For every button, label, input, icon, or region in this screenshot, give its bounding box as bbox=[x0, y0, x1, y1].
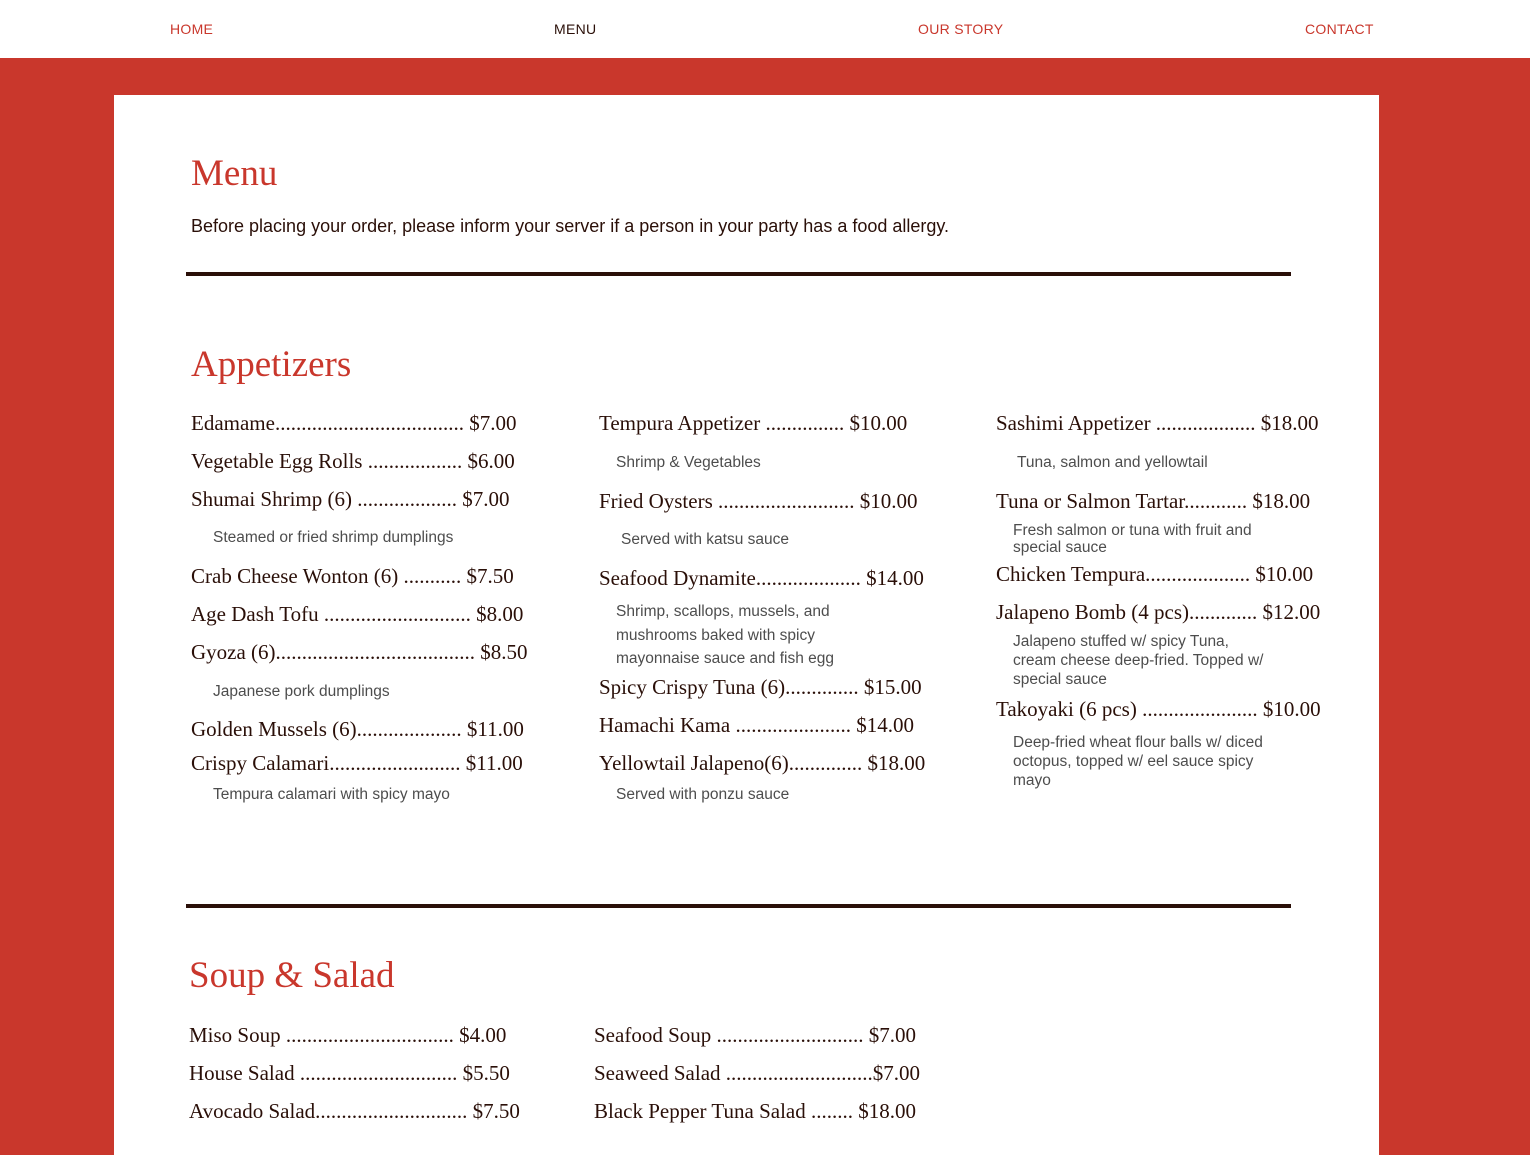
menu-item-tempura-appetizer-desc: Shrimp & Vegetables bbox=[616, 454, 761, 471]
menu-item-tuna-salmon-tartar-desc: Fresh salmon or tuna with fruit and special sauce bbox=[1013, 522, 1252, 556]
menu-item-jalapeno-bomb-desc: Jalapeno stuffed w/ spicy Tuna, cream cheese deep-fried. Topped w/ special sauce bbox=[1013, 633, 1264, 688]
menu-item-golden-mussels: Golden Mussels (6).................... $11.00 bbox=[191, 717, 524, 741]
menu-item-gyoza-desc: Japanese pork dumplings bbox=[213, 683, 390, 700]
menu-item-edamame: Edamame.................................... $7.00 bbox=[191, 411, 517, 435]
menu-item-black-pepper-tuna-salad: Black Pepper Tuna Salad ........ $18.00 bbox=[594, 1099, 916, 1123]
allergy-note: Before placing your order, please inform your server if a person in your party has a food allergy. bbox=[191, 216, 950, 236]
menu-item-seafood-dynamite: Seafood Dynamite.................... $14.00 bbox=[599, 566, 924, 590]
menu-item-takoyaki-desc: Deep-fried wheat flour balls w/ diced octopus, topped w/ eel sauce spicy mayo bbox=[1013, 734, 1263, 789]
top-navigation bbox=[0, 0, 1530, 58]
menu-item-seaweed-salad: Seaweed Salad ............................$7.00 bbox=[594, 1061, 921, 1085]
menu-item-house-salad: House Salad .............................. $5.50 bbox=[189, 1061, 510, 1085]
menu-item-spicy-crispy-tuna: Spicy Crispy Tuna (6).............. $15.00 bbox=[599, 675, 922, 699]
menu-item-tuna-salmon-tartar: Tuna or Salmon Tartar............ $18.00 bbox=[996, 489, 1311, 513]
menu-item-crispy-calamari-desc: Tempura calamari with spicy mayo bbox=[213, 786, 450, 803]
nav-contact[interactable]: CONTACT bbox=[1305, 21, 1374, 37]
menu-item-yellowtail-jalapeno: Yellowtail Jalapeno(6).............. $18.00 bbox=[599, 751, 926, 775]
menu-item-sashimi-appetizer-desc: Tuna, salmon and yellowtail bbox=[1017, 454, 1208, 471]
menu-item-avocado-salad: Avocado Salad............................. $7.50 bbox=[189, 1099, 520, 1123]
divider bbox=[186, 904, 1291, 908]
menu-item-takoyaki: Takoyaki (6 pcs) ...................... $10.00 bbox=[996, 697, 1321, 721]
menu-item-hamachi-kama: Hamachi Kama ...................... $14.00 bbox=[599, 713, 914, 737]
nav-our-story[interactable]: OUR STORY bbox=[918, 21, 1004, 37]
menu-panel bbox=[114, 95, 1379, 1155]
menu-item-gyoza: Gyoza (6)...................................... $8.50 bbox=[191, 640, 528, 664]
menu-item-crab-cheese-wonton: Crab Cheese Wonton (6) ........... $7.50 bbox=[191, 564, 514, 588]
soup-salad-heading: Soup & Salad bbox=[189, 955, 395, 996]
menu-item-seafood-soup: Seafood Soup ............................ $7.00 bbox=[594, 1023, 916, 1047]
nav-home[interactable]: HOME bbox=[170, 21, 214, 37]
menu-item-fried-oysters-desc: Served with katsu sauce bbox=[621, 531, 790, 548]
menu-item-age-dash-tofu: Age Dash Tofu ............................ $8.00 bbox=[191, 602, 524, 626]
menu-item-yellowtail-jalapeno-desc: Served with ponzu sauce bbox=[616, 786, 790, 803]
menu-item-shumai-shrimp-desc: Steamed or fried shrimp dumplings bbox=[213, 529, 454, 546]
menu-item-sashimi-appetizer: Sashimi Appetizer ................... $18.00 bbox=[996, 411, 1319, 435]
appetizers-heading: Appetizers bbox=[191, 344, 352, 385]
divider bbox=[186, 272, 1291, 276]
page-title: Menu bbox=[191, 153, 278, 194]
menu-item-fried-oysters: Fried Oysters .......................... $10.00 bbox=[599, 489, 918, 513]
menu-item-shumai-shrimp: Shumai Shrimp (6) ................... $7.00 bbox=[191, 487, 510, 511]
nav-menu[interactable]: MENU bbox=[554, 21, 597, 37]
menu-item-jalapeno-bomb: Jalapeno Bomb (4 pcs)............. $12.00 bbox=[996, 600, 1321, 624]
menu-item-vegetable-egg-rolls: Vegetable Egg Rolls .................. $6.00 bbox=[191, 449, 515, 473]
menu-item-chicken-tempura: Chicken Tempura.................... $10.00 bbox=[996, 562, 1314, 586]
menu-item-seafood-dynamite-desc: Shrimp, scallops, mussels, and mushrooms baked with spicy mayonnaise sauce and fish egg bbox=[616, 603, 835, 667]
menu-item-crispy-calamari: Crispy Calamari......................... $11.00 bbox=[191, 751, 523, 775]
menu-item-tempura-appetizer: Tempura Appetizer ............... $10.00 bbox=[599, 411, 908, 435]
menu-item-miso-soup: Miso Soup ................................ $4.00 bbox=[189, 1023, 507, 1047]
